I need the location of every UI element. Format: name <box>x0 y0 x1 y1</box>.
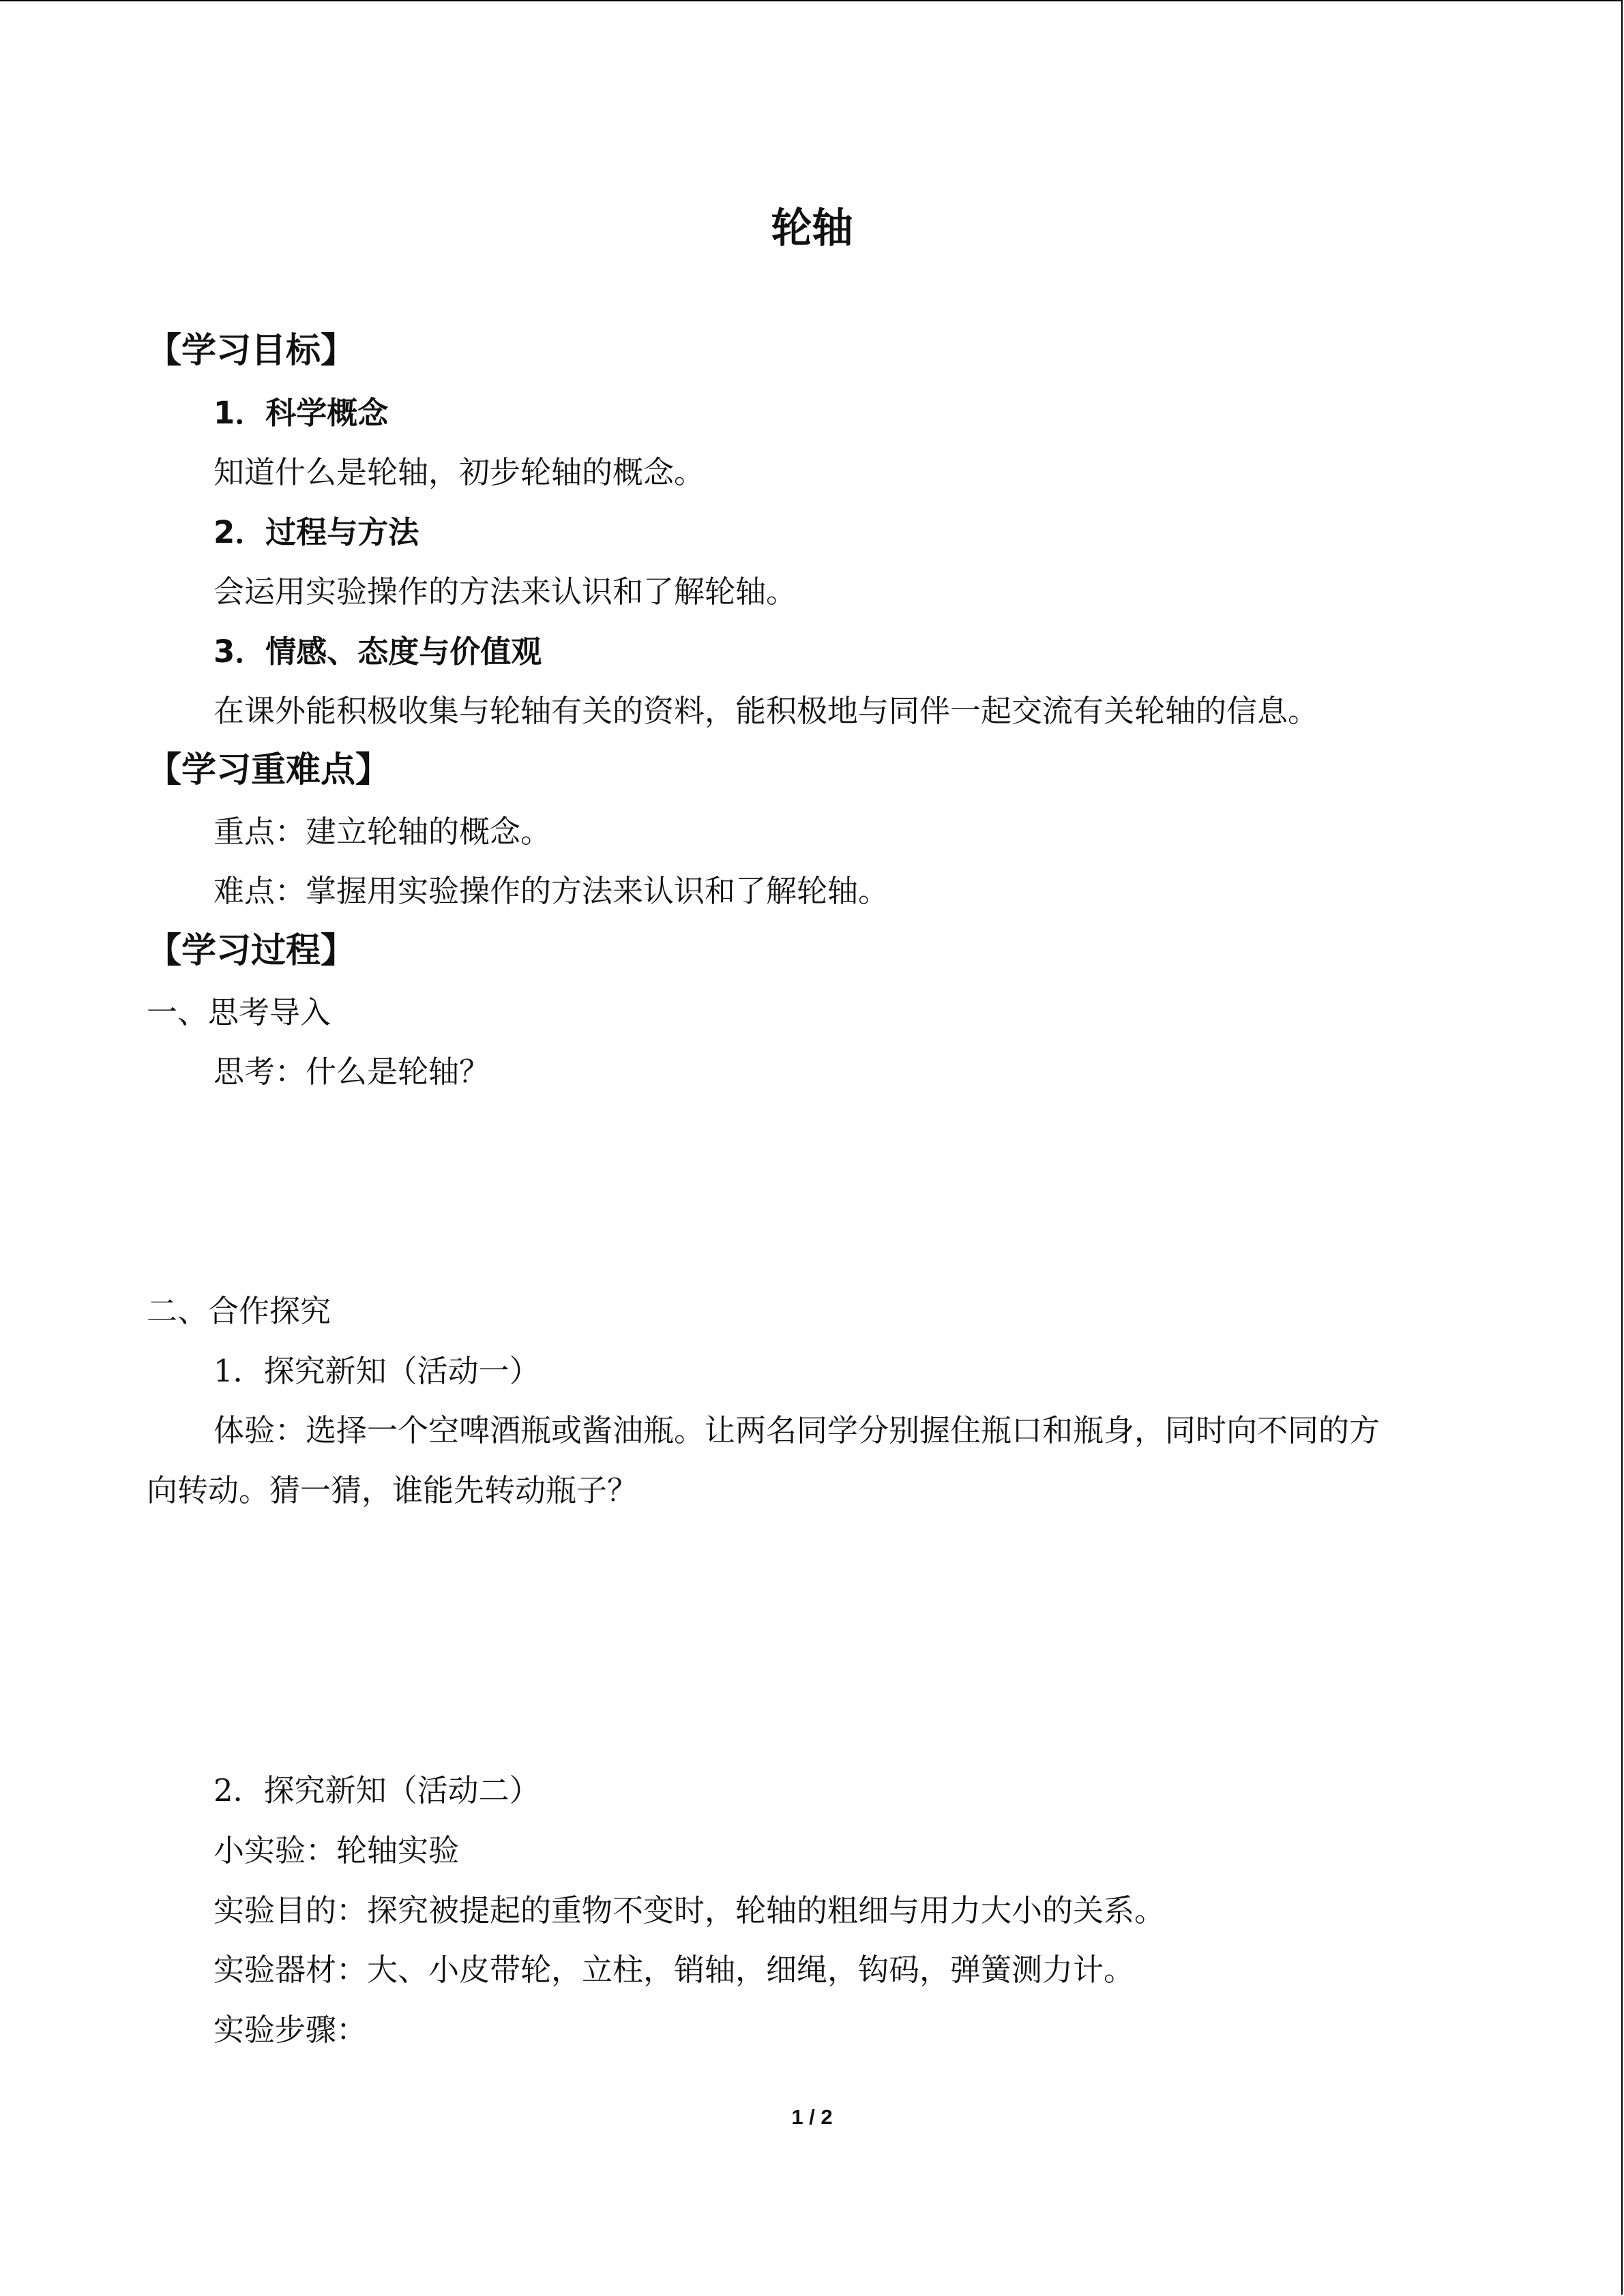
activity-1-text-line-1: 体验：选择一个空啤酒瓶或酱油瓶。让两名同学分别握住瓶口和瓶身，同时向不同的方 <box>213 1412 1381 1448</box>
key-point-focus: 重点：建立轮轴的概念。 <box>213 814 552 850</box>
section-1-question: 思考：什么是轮轴？ <box>213 1054 490 1090</box>
activity-1-text-line-2: 向转动。猜一猜，谁能先转动瓶子？ <box>147 1472 638 1508</box>
objectives-heading: 【学习目标】 <box>147 331 356 371</box>
section-2-title: 二、合作探究 <box>147 1293 331 1329</box>
key-point-difficulty: 难点：掌握用实验操作的方法来认识和了解轮轴。 <box>213 873 889 909</box>
process-heading: 【学习过程】 <box>147 931 356 971</box>
objective-1-text: 知道什么是轮轴，初步轮轴的概念。 <box>213 454 705 490</box>
activity-1-title: 1．探究新知（活动一） <box>213 1353 540 1389</box>
experiment-materials: 实验器材：大、小皮带轮，立柱，销轴，细绳，钩码，弹簧测力计。 <box>213 1952 1135 1988</box>
objective-1-title: 1．科学概念 <box>213 395 389 431</box>
section-1-title: 一、思考导入 <box>147 994 331 1030</box>
objective-3-text: 在课外能积极收集与轮轴有关的资料，能积极地与同伴一起交流有关轮轴的信息。 <box>213 693 1319 729</box>
experiment-name: 小实验：轮轴实验 <box>213 1832 460 1868</box>
activity-2-title: 2．探究新知（活动二） <box>213 1772 540 1808</box>
experiment-steps: 实验步骤： <box>213 2012 368 2048</box>
objective-3-title: 3．情感、态度与价值观 <box>213 633 542 670</box>
key-points-heading: 【学习重难点】 <box>147 750 391 790</box>
objective-2-title: 2．过程与方法 <box>213 514 419 550</box>
page-number: 1 / 2 <box>791 2105 833 2129</box>
experiment-purpose: 实验目的：探究被提起的重物不变时，轮轴的粗细与用力大小的关系。 <box>213 1892 1166 1928</box>
objective-2-text: 会运用实验操作的方法来认识和了解轮轴。 <box>213 573 797 610</box>
document-title: 轮轴 <box>771 205 853 252</box>
